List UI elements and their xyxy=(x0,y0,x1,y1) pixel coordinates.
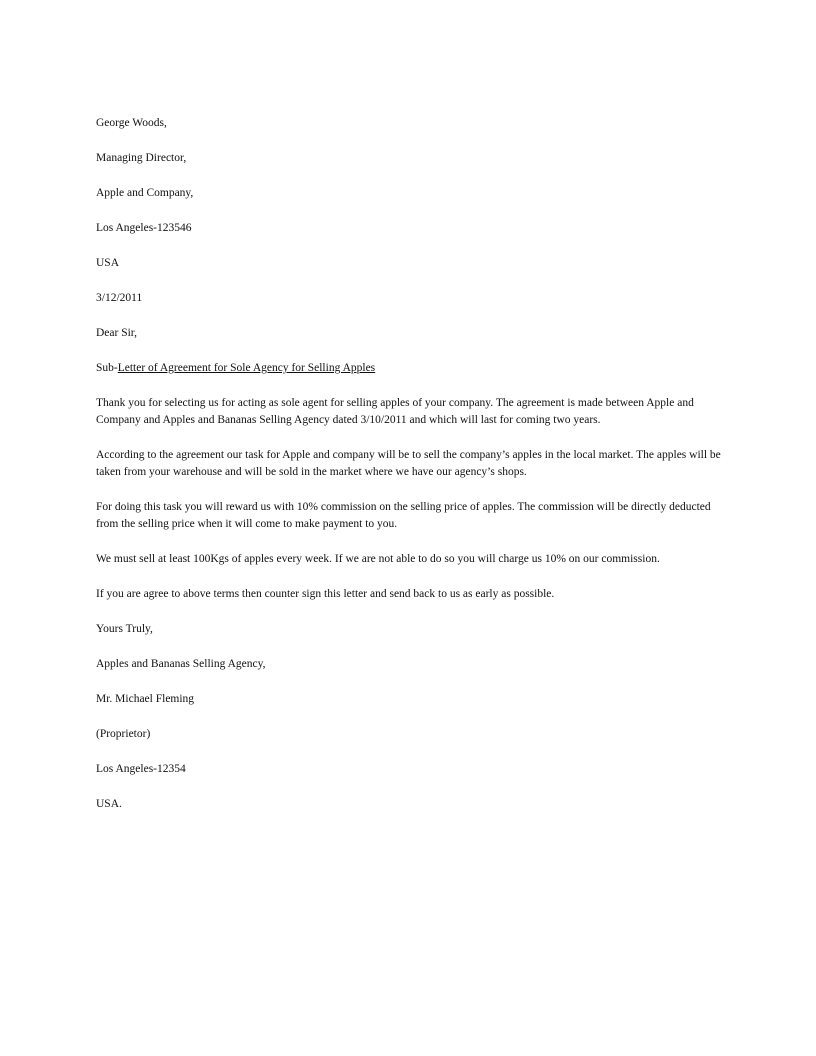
body-paragraph-1: Thank you for selecting us for acting as sole agent for selling apples of your company. The agreement is made between Apple and Company and Apples and Bananas Selling Agency dated 3/10/2011 and which will last for coming two years. xyxy=(96,397,694,426)
subject-line xyxy=(96,360,726,377)
subject-title: Letter of Agreement for Sole Agency for Selling Apples xyxy=(117,362,376,374)
recipient-city: Los Angeles-123546 xyxy=(96,222,192,234)
sender-name: Mr. Michael Fleming xyxy=(96,693,195,705)
sender-country: USA. xyxy=(96,798,122,810)
sender-city: Los Angeles-12354 xyxy=(96,763,186,775)
closing: Yours Truly, xyxy=(96,623,153,635)
recipient-title: Managing Director, xyxy=(96,152,187,164)
sender-company: Apples and Bananas Selling Agency, xyxy=(96,658,266,670)
recipient-country: USA xyxy=(96,257,120,269)
body-paragraph-5: If you are agree to above terms then counter sign this letter and send back to us as early as possible. xyxy=(96,588,555,600)
body-paragraph-2: According to the agreement our task for Apple and company will be to sell the company’s apples in the local market. The apples will be taken from your warehouse and will be sold in the market where we have our agency’s shops. xyxy=(96,449,721,478)
letter-body xyxy=(96,115,726,831)
salutation: Dear Sir, xyxy=(96,327,138,339)
body-paragraph-4: We must sell at least 100Kgs of apples every week. If we are not able to do so you will charge us 10% on our commission. xyxy=(96,553,660,565)
recipient-company: Apple and Company, xyxy=(96,187,194,199)
subject-label: Sub- xyxy=(96,362,118,374)
recipient-name: George Woods, xyxy=(96,117,167,129)
sender-role: (Proprietor) xyxy=(96,728,151,740)
body-paragraph-3: For doing this task you will reward us with 10% commission on the selling price of apples. The commission will be directly deducted from the selling price when it will come to make payment to you. xyxy=(96,501,711,530)
letter-date: 3/12/2011 xyxy=(96,292,143,304)
